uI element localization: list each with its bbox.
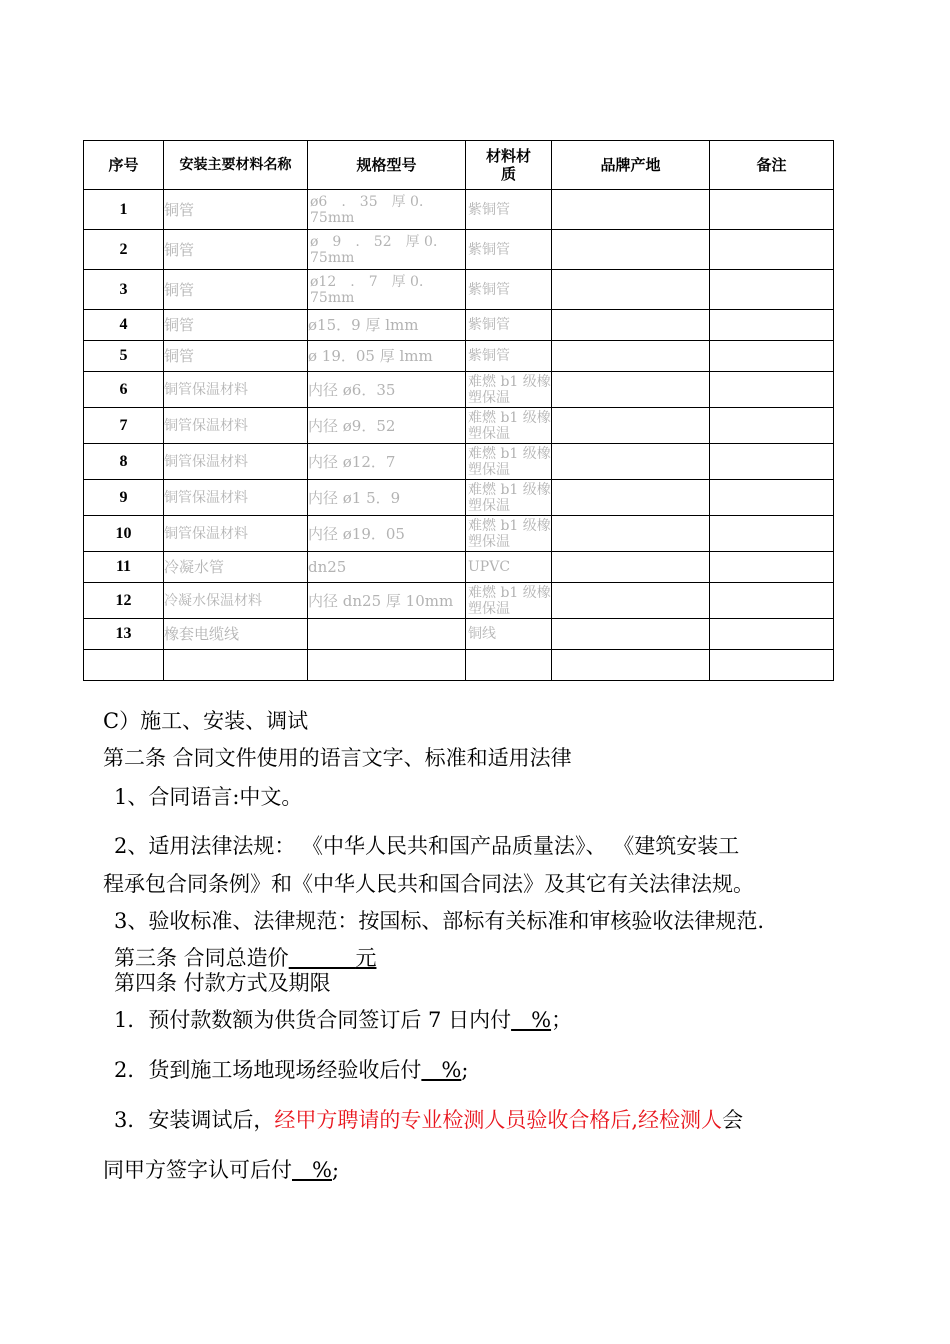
materials-table — [83, 140, 834, 681]
row-material-name: 铜管 — [164, 341, 308, 372]
row-material-quality: 难燃 b1 级橡塑保温 — [466, 372, 552, 408]
row-spec — [308, 650, 466, 681]
row-remark — [710, 190, 834, 230]
row-seq: 10 — [84, 516, 164, 552]
row-spec: ø15．9 厚 lmm — [308, 310, 466, 341]
row-seq: 1 — [84, 190, 164, 230]
row-brand-origin — [552, 341, 710, 372]
row-material-quality: 紫铜管 — [466, 310, 552, 341]
row-material-quality: 难燃 b1 级橡塑保温 — [466, 444, 552, 480]
payment-item3-line2: 同甲方签字认可后付 %; — [103, 1158, 340, 1182]
row-seq — [84, 650, 164, 681]
row-brand-origin — [552, 480, 710, 516]
header-material-name: 安装主要材料名称 — [164, 141, 308, 190]
row-material-name: 铜管保温材料 — [164, 408, 308, 444]
row-brand-origin — [552, 516, 710, 552]
row-remark — [710, 310, 834, 341]
row-spec: 内径 ø12．7 — [308, 444, 466, 480]
row-spec: ø12 . 7 厚 0．75mm — [308, 270, 466, 310]
payment-item2: 2．货到施工场地现场经验收后付 %; — [114, 1058, 469, 1082]
table-row — [84, 480, 834, 516]
row-remark — [710, 444, 834, 480]
row-brand-origin — [552, 583, 710, 619]
row-spec: 内径 ø19．05 — [308, 516, 466, 552]
row-material-name: 冷凝水保温材料 — [164, 583, 308, 619]
row-material-name: 铜管保温材料 — [164, 480, 308, 516]
row-remark — [710, 583, 834, 619]
item2-laws-line1: 2、适用法律法规： 《中华人民共和国产品质量法》、 《建筑安装工 — [114, 834, 740, 858]
row-material-name: 铜管保温材料 — [164, 372, 308, 408]
row-seq: 3 — [84, 270, 164, 310]
header-material-quality: 材料材质 — [466, 141, 552, 190]
table-row — [84, 341, 834, 372]
row-seq: 7 — [84, 408, 164, 444]
row-material-quality: 紫铜管 — [466, 230, 552, 270]
table-row — [84, 372, 834, 408]
row-brand-origin — [552, 230, 710, 270]
row-seq: 4 — [84, 310, 164, 341]
row-spec: 内径 ø1 5．9 — [308, 480, 466, 516]
row-brand-origin — [552, 372, 710, 408]
row-remark — [710, 270, 834, 310]
row-material-quality: 难燃 b1 级橡塑保温 — [466, 516, 552, 552]
table-row — [84, 619, 834, 650]
row-spec: 内径 ø6．35 — [308, 372, 466, 408]
row-material-quality: 铜线 — [466, 619, 552, 650]
row-brand-origin — [552, 444, 710, 480]
row-seq: 2 — [84, 230, 164, 270]
row-material-quality: 难燃 b1 级橡塑保温 — [466, 480, 552, 516]
table-row — [84, 650, 834, 681]
row-seq: 9 — [84, 480, 164, 516]
row-remark — [710, 230, 834, 270]
row-brand-origin — [552, 408, 710, 444]
row-seq: 6 — [84, 372, 164, 408]
row-material-name: 铜管 — [164, 190, 308, 230]
header-brand-origin: 品牌产地 — [552, 141, 710, 190]
row-material-name — [164, 650, 308, 681]
item1-language: 1、合同语言:中文。 — [114, 785, 303, 809]
row-material-quality: 难燃 b1 级橡塑保温 — [466, 408, 552, 444]
row-material-quality — [466, 650, 552, 681]
row-seq: 12 — [84, 583, 164, 619]
table-row — [84, 408, 834, 444]
row-material-quality: 紫铜管 — [466, 341, 552, 372]
row-seq: 8 — [84, 444, 164, 480]
row-spec: dn25 — [308, 552, 466, 583]
header-spec: 规格型号 — [308, 141, 466, 190]
row-brand-origin — [552, 552, 710, 583]
row-brand-origin — [552, 619, 710, 650]
row-remark — [710, 408, 834, 444]
item3-standards: 3、验收标准、法律规范：按国标、部标有关标准和审核验收法律规范. — [114, 909, 765, 933]
row-material-name: 冷凝水管 — [164, 552, 308, 583]
row-brand-origin — [552, 190, 710, 230]
row-spec: ø6 . 35 厚 0．75mm — [308, 190, 466, 230]
row-seq: 11 — [84, 552, 164, 583]
row-material-name: 铜管 — [164, 270, 308, 310]
section-c-heading: C）施工、安装、调试 — [103, 709, 309, 733]
payment-item1: 1．预付款数额为供货合同签订后 7 日内付 %； — [114, 1008, 573, 1032]
row-spec — [308, 619, 466, 650]
row-remark — [710, 480, 834, 516]
row-seq: 13 — [84, 619, 164, 650]
row-seq: 5 — [84, 341, 164, 372]
item2-laws-line2: 程承包合同条例》和《中华人民共和国合同法》及其它有关法律法规。 — [103, 872, 754, 896]
table-row — [84, 310, 834, 341]
row-brand-origin — [552, 270, 710, 310]
row-material-name: 铜管 — [164, 310, 308, 341]
row-spec: ø 19．05 厚 lmm — [308, 341, 466, 372]
row-material-quality: 紫铜管 — [466, 270, 552, 310]
row-spec: ø 9 . 52 厚 0．75mm — [308, 230, 466, 270]
table-row — [84, 583, 834, 619]
table-row — [84, 190, 834, 230]
row-material-name: 铜管保温材料 — [164, 444, 308, 480]
highlight-red-text: 经甲方聘请的专业检测人员验收合格后,经检测人 — [274, 1108, 723, 1132]
table-row — [84, 516, 834, 552]
row-material-name: 铜管 — [164, 230, 308, 270]
row-remark — [710, 619, 834, 650]
row-brand-origin — [552, 650, 710, 681]
row-remark — [710, 341, 834, 372]
header-remark: 备注 — [710, 141, 834, 190]
table-header-row — [84, 141, 834, 190]
row-brand-origin — [552, 310, 710, 341]
row-material-name: 铜管保温材料 — [164, 516, 308, 552]
payment-item3-line1: 3．安装调试后，经甲方聘请的专业检测人员验收合格后,经检测人会 — [114, 1108, 744, 1132]
header-seq: 序号 — [84, 141, 164, 190]
table-row — [84, 270, 834, 310]
row-remark — [710, 516, 834, 552]
article2-title: 第二条 合同文件使用的语言文字、标准和适用法律 — [103, 746, 572, 770]
article4-title: 第四条 付款方式及期限 — [114, 971, 331, 995]
row-material-name: 橡套电缆线 — [164, 619, 308, 650]
table-row — [84, 444, 834, 480]
table-row — [84, 552, 834, 583]
row-material-quality: UPVC — [466, 552, 552, 583]
row-remark — [710, 372, 834, 408]
row-remark — [710, 552, 834, 583]
row-material-quality: 紫铜管 — [466, 190, 552, 230]
row-material-quality: 难燃 b1 级橡塑保温 — [466, 583, 552, 619]
row-spec: 内径 ø9．52 — [308, 408, 466, 444]
row-remark — [710, 650, 834, 681]
row-spec: 内径 dn25 厚 10mm — [308, 583, 466, 619]
table-row — [84, 230, 834, 270]
article3-total-price: 第三条 合同总造价 元 — [114, 946, 377, 970]
